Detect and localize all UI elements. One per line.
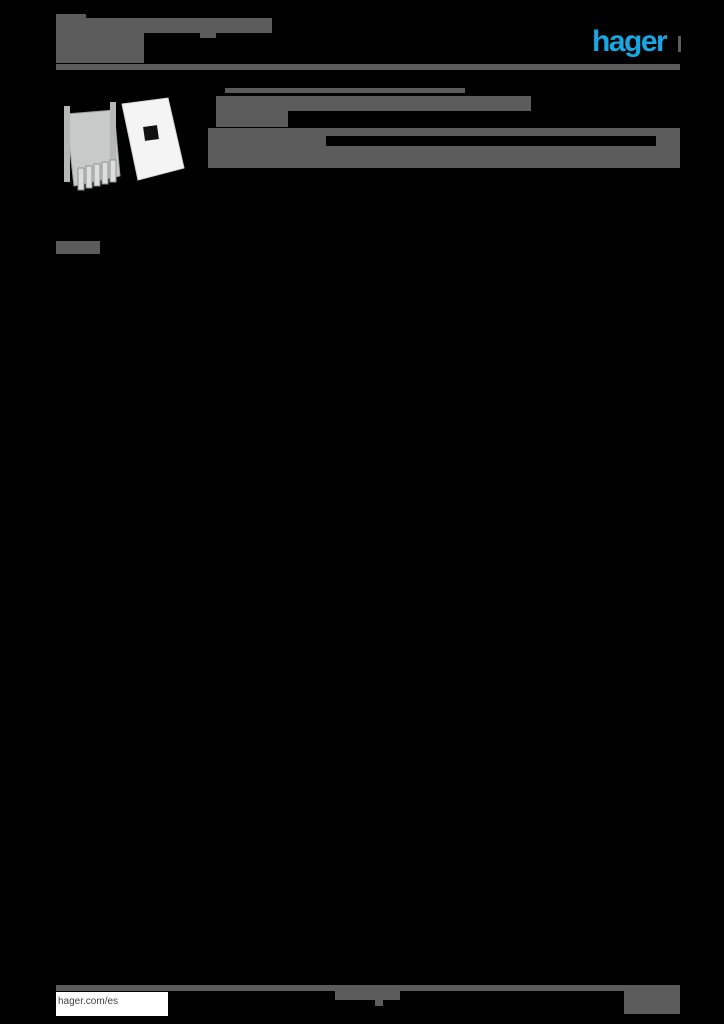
product-ref-redacted: [216, 111, 288, 127]
footer-url[interactable]: hager.com/es: [58, 996, 119, 1007]
product-desc-redacted-label: [208, 136, 326, 146]
header-title-redacted-tall: [56, 14, 86, 20]
footer-page-info-redacted: [335, 991, 400, 1000]
footer-url-box: [56, 992, 168, 1016]
product-image: [56, 96, 206, 200]
hager-logo: hager: [592, 25, 667, 58]
product-desc-redacted-right: [656, 136, 680, 146]
header-rule: [56, 64, 680, 70]
logo-mark: [678, 36, 681, 52]
product-desc-redacted: [208, 146, 680, 168]
footer-page-number-redacted: [375, 1000, 383, 1006]
product-title-redacted: [216, 96, 531, 111]
section-label-redacted: [56, 241, 100, 254]
product-desc-rule: [208, 128, 680, 136]
header-title-redacted: [56, 18, 272, 33]
header-subtitle-redacted: [56, 33, 144, 63]
header-title-descender: [200, 33, 216, 38]
footer-code-redacted: [624, 991, 680, 1014]
product-title-redacted-ascenders: [225, 88, 465, 93]
